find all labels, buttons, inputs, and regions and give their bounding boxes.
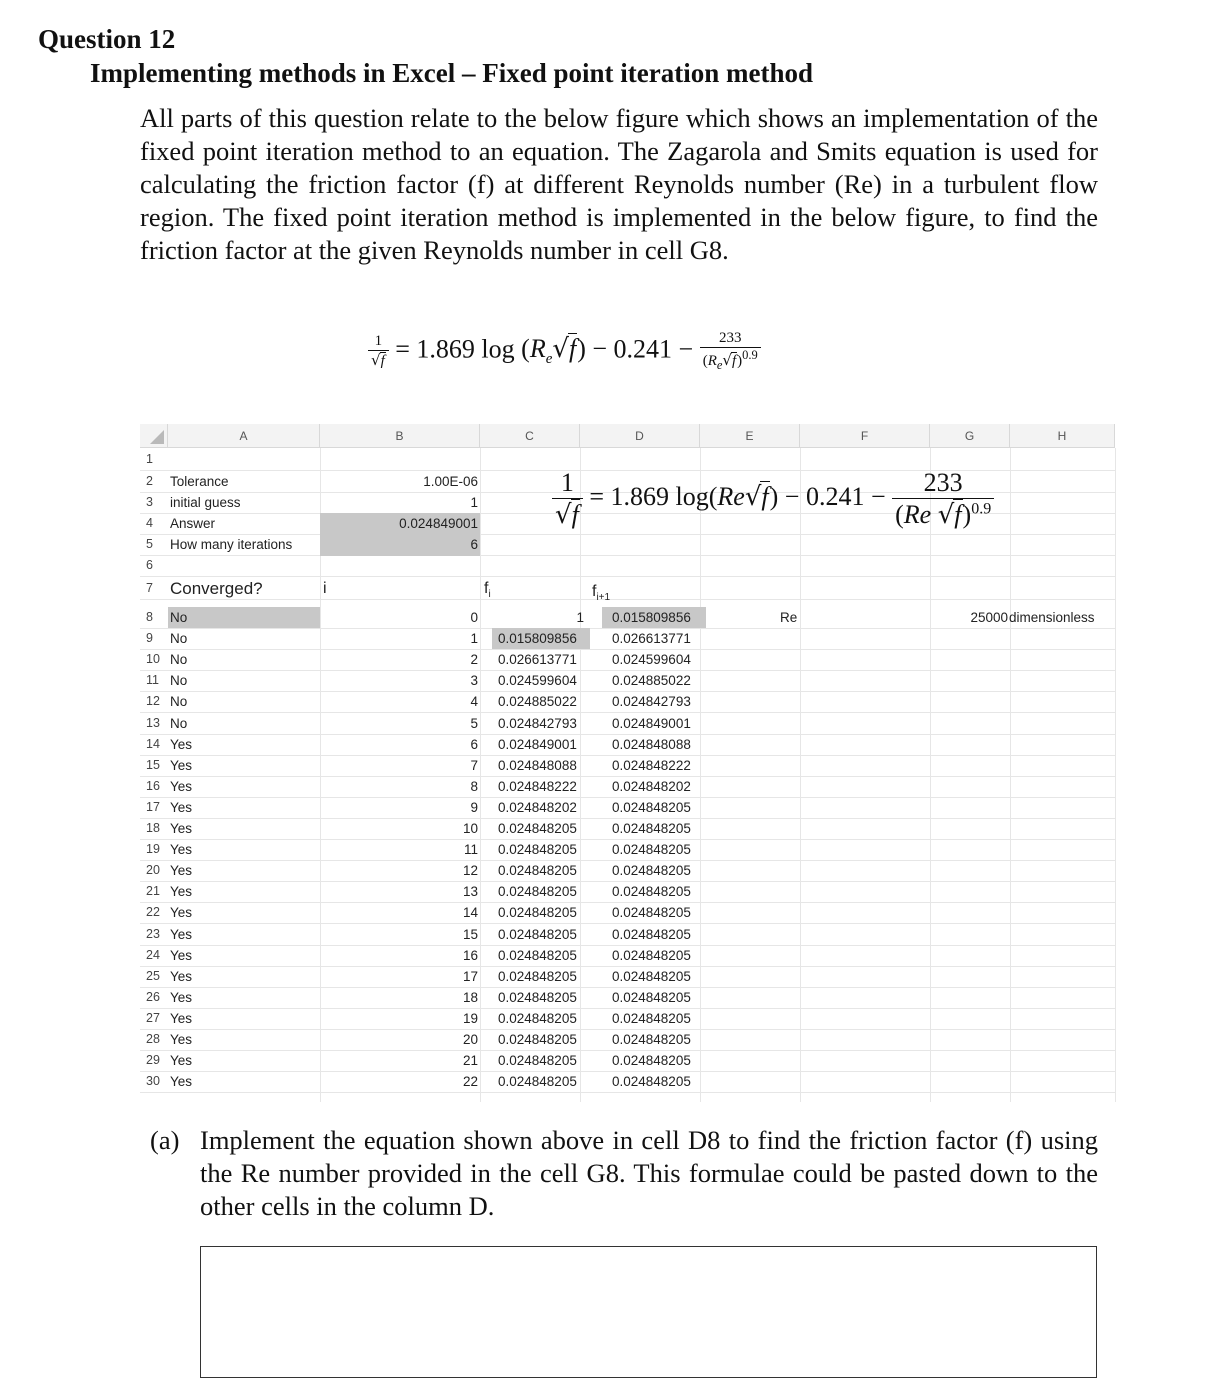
param-value[interactable]: 1.00E-06	[423, 474, 478, 489]
fi1-cell[interactable]: 0.024848205	[612, 799, 691, 815]
fi1-cell[interactable]: 0.024848205	[612, 842, 691, 858]
question-title: Implementing methods in Excel – Fixed point iteration method	[90, 58, 813, 88]
converged-cell[interactable]: No	[170, 715, 188, 731]
fi1-cell[interactable]: 0.024849001	[612, 715, 691, 731]
eq-exponent: 0.9	[742, 348, 758, 362]
param-label[interactable]: Answer	[170, 516, 216, 531]
sheet-eq-lhs-numerator: 1	[552, 468, 583, 499]
fi-cell[interactable]: 0.024848205	[498, 821, 577, 836]
row-header[interactable]: 22	[146, 905, 160, 920]
row-header[interactable]: 11	[146, 673, 159, 688]
fi1-cell[interactable]: 0.024848205	[612, 1074, 691, 1090]
row-header[interactable]: 30	[146, 1074, 160, 1089]
iteration-cell[interactable]: 2	[470, 652, 478, 668]
fi1-cell[interactable]: 0.024848205	[612, 863, 691, 879]
fi1-cell[interactable]: 0.024848205	[612, 884, 691, 900]
converged-cell[interactable]: Yes	[170, 736, 193, 752]
select-all-corner[interactable]	[140, 424, 168, 448]
iteration-cell[interactable]: 17	[462, 968, 478, 984]
i-header[interactable]: i	[323, 580, 327, 597]
fi-cell[interactable]: 0.024848205	[498, 884, 577, 900]
row-header[interactable]: 9	[146, 631, 153, 646]
iteration-cell[interactable]: 13	[462, 884, 478, 900]
fi-cell[interactable]: 0.024599604	[498, 673, 577, 689]
sheet-eq-numerator: 233	[892, 468, 994, 499]
converged-cell[interactable]: Yes	[170, 947, 193, 963]
fi1-cell[interactable]: 0.024848205	[612, 1032, 691, 1047]
re-value-cell[interactable]: 25000	[970, 610, 1008, 625]
part-a-label: (a)	[150, 1125, 180, 1155]
fi1-cell[interactable]: 0.024848205	[612, 905, 691, 921]
param-label[interactable]: How many iterations	[170, 537, 293, 552]
re-unit-cell[interactable]: dimensionless	[1009, 610, 1095, 625]
fi1-cell[interactable]: 0.024599604	[612, 652, 691, 668]
fi1-cell[interactable]: 0.024848205	[612, 968, 691, 984]
row-header[interactable]: 25	[146, 968, 160, 983]
row-header[interactable]: 18	[146, 821, 160, 835]
fi1-cell[interactable]: 0.024848205	[612, 1053, 691, 1069]
iteration-cell[interactable]: 10	[462, 821, 478, 836]
row-header[interactable]: 12	[146, 694, 160, 709]
converged-cell[interactable]: Yes	[170, 778, 193, 794]
fi-cell[interactable]: 0.024885022	[498, 694, 577, 710]
fi1-cell[interactable]: 0.024842793	[612, 694, 691, 710]
row-header[interactable]: 4	[146, 516, 153, 530]
sheet-eq-exponent: 0.9	[971, 500, 992, 518]
row-header[interactable]: 17	[146, 799, 160, 814]
fi-header[interactable]: $f_i$	[484, 580, 491, 601]
row-header[interactable]: 2	[146, 474, 153, 488]
fi-cell[interactable]: 0.024848205	[498, 989, 577, 1005]
row-header[interactable]: 19	[146, 842, 160, 857]
converged-cell[interactable]: Yes	[170, 926, 193, 942]
answer-box[interactable]	[200, 1246, 1097, 1378]
converged-cell[interactable]: No	[170, 631, 188, 647]
iteration-cell[interactable]: 7	[470, 757, 478, 773]
row-header[interactable]: 29	[146, 1053, 160, 1068]
iteration-cell[interactable]: 20	[462, 1032, 478, 1047]
fi-cell[interactable]: 0.024848205	[498, 926, 577, 942]
row-header[interactable]: 8	[146, 610, 153, 624]
row-header[interactable]: 3	[146, 495, 153, 509]
column-header-f[interactable]: F	[800, 424, 930, 448]
spreadsheet	[140, 424, 1115, 1102]
param-value[interactable]: 0.024849001	[399, 516, 478, 531]
converged-cell[interactable]: Yes	[170, 1010, 193, 1026]
converged-cell[interactable]: Yes	[170, 1074, 193, 1090]
iteration-cell[interactable]: 3	[470, 673, 478, 689]
iteration-cell[interactable]: 0	[470, 610, 478, 625]
converged-cell[interactable]: Yes	[170, 905, 193, 921]
fi1-cell[interactable]: 0.024848205	[612, 989, 691, 1005]
param-value[interactable]: 1	[470, 495, 478, 510]
fi-cell[interactable]: 0.024848088	[498, 757, 577, 773]
part-a-text: Implement the equation shown above in cell D8 to find the friction factor (f) using the Re number provided in the cell G8. This formulae could be pasted down to the other cells in the column D.	[200, 1125, 1098, 1221]
converged-cell[interactable]: Yes	[170, 799, 193, 815]
converged-cell[interactable]: No	[170, 610, 188, 625]
row-header[interactable]: 13	[146, 715, 160, 730]
eq-log: log	[481, 334, 515, 364]
fi-cell[interactable]: 0.024848205	[498, 1074, 577, 1090]
fi-cell[interactable]: 1	[576, 610, 584, 625]
row-header[interactable]: 10	[146, 652, 160, 667]
converged-cell[interactable]: No	[170, 673, 188, 689]
fi1-cell[interactable]: 0.024848205	[612, 1010, 691, 1026]
equation-top: $\frac{1}{√f}$ = 1.869 $\log (R_e√f) - 0.241$ − $\frac{233}{(R_e√f)^{0.9}}$	[368, 330, 761, 373]
column-header-g[interactable]: G	[930, 424, 1010, 448]
fi1-cell[interactable]: 0.024848205	[612, 926, 691, 942]
column-header-a[interactable]: A	[168, 424, 320, 448]
converged-cell[interactable]: Yes	[170, 884, 193, 900]
fi-cell[interactable]: 0.024848205	[498, 947, 577, 963]
fi-cell[interactable]: 0.026613771	[498, 652, 577, 668]
fi1-cell[interactable]: 0.024848205	[612, 947, 691, 963]
eq-numerator-233: 233	[700, 330, 761, 348]
row-header[interactable]: 21	[146, 884, 160, 899]
question-intro	[140, 102, 1098, 267]
iteration-cell[interactable]: 11	[463, 842, 478, 858]
column-header-e[interactable]: E	[700, 424, 800, 448]
iteration-cell[interactable]: 15	[462, 926, 478, 942]
eq-lhs-numerator: 1	[368, 333, 389, 351]
converged-cell[interactable]: Yes	[170, 821, 193, 836]
sheet-equation: $\frac{1}{√f}$ = 1.869 log(Re√f) − 0.241 − $\frac{233}{(Re √f)^{0.9}}$	[552, 468, 994, 530]
converged-cell[interactable]: Yes	[170, 1032, 193, 1047]
fi-cell[interactable]: 0.024848205	[498, 1010, 577, 1026]
fi-cell[interactable]: 0.024848205	[498, 968, 577, 984]
converged-cell[interactable]: No	[170, 652, 188, 668]
iteration-cell[interactable]: 12	[462, 863, 478, 879]
converged-cell[interactable]: Yes	[170, 989, 193, 1005]
fi-cell[interactable]: 0.024848205	[498, 905, 577, 921]
fi-cell[interactable]: 0.024848222	[498, 778, 577, 794]
column-header-d[interactable]: D	[580, 424, 700, 448]
fi1-cell[interactable]: 0.024848088	[612, 736, 691, 752]
converged-cell[interactable]: Yes	[170, 863, 193, 879]
fi-cell[interactable]: 0.024848205	[498, 1032, 577, 1047]
fi-cell[interactable]: 0.024842793	[498, 715, 577, 731]
iteration-cell[interactable]: 19	[462, 1010, 478, 1026]
converged-cell[interactable]: Yes	[170, 1053, 193, 1069]
converged-cell[interactable]: Yes	[170, 757, 193, 773]
fi1-cell[interactable]: 0.024848202	[612, 778, 691, 794]
iteration-cell[interactable]: 16	[462, 947, 478, 963]
fi1-cell[interactable]: 0.024885022	[612, 673, 691, 689]
fi1-cell[interactable]: 0.015809856	[612, 610, 691, 625]
converged-header[interactable]: Converged?	[170, 579, 263, 598]
row-header[interactable]: 1	[146, 452, 153, 466]
row-header[interactable]: 23	[146, 926, 160, 941]
row-header[interactable]: 26	[146, 989, 160, 1004]
iteration-cell[interactable]: 18	[462, 989, 478, 1005]
fi1-cell[interactable]: 0.024848222	[612, 757, 691, 773]
fi1-cell[interactable]: 0.026613771	[612, 631, 691, 647]
param-label[interactable]: initial guess	[170, 495, 241, 510]
iteration-cell[interactable]: 14	[462, 905, 478, 921]
iteration-cell[interactable]: 22	[462, 1074, 478, 1090]
param-label[interactable]: Tolerance	[170, 474, 229, 489]
fi1-cell[interactable]: 0.024848205	[612, 821, 691, 836]
converged-cell[interactable]: No	[170, 694, 188, 710]
sheet-eq-coefficient: 1.869	[610, 481, 669, 511]
iteration-cell[interactable]: 9	[470, 799, 478, 815]
iteration-cell[interactable]: 1	[470, 631, 478, 647]
row-header[interactable]: 28	[146, 1032, 160, 1046]
sheet-eq-log: log	[675, 481, 709, 511]
converged-cell[interactable]: Yes	[170, 968, 193, 984]
row-header[interactable]: 16	[146, 778, 160, 793]
row-header[interactable]: 14	[146, 736, 160, 751]
column-header-h[interactable]: H	[1010, 424, 1115, 448]
row-header[interactable]: 24	[146, 947, 160, 962]
fi-cell[interactable]: 0.024848202	[498, 799, 577, 815]
iteration-cell[interactable]: 8	[470, 778, 478, 794]
row-header[interactable]: 7	[146, 581, 153, 595]
part-a	[150, 1124, 1098, 1223]
fi-cell[interactable]: 0.024848205	[498, 842, 577, 858]
fi1-header[interactable]: $f_{i+1}$	[592, 583, 611, 604]
re-label-cell[interactable]: Re	[780, 610, 798, 625]
converged-first-highlight	[168, 607, 320, 628]
fi-cell[interactable]: 0.024848205	[498, 863, 577, 879]
iteration-cell[interactable]: 4	[470, 694, 478, 710]
row-header[interactable]: 15	[146, 757, 160, 772]
param-value[interactable]: 6	[470, 537, 478, 552]
intro-text: All parts of this question relate to the below figure which shows an implementation of the fixed point iteration method to an equation. The Zagarola and Smits equation is used for calculating the friction factor (f) at different Reynolds number (Re) in a turbulent flow region. The fixed point iteration method is implemented in the below figure, to find the friction factor at the given Reynolds number in cell G8.	[140, 103, 1098, 265]
sheet-eq-constant: 0.241	[805, 481, 865, 511]
row-header[interactable]: 20	[146, 863, 160, 878]
converged-cell[interactable]: Yes	[170, 842, 193, 858]
iteration-cell[interactable]: 6	[470, 736, 478, 752]
fi-cell[interactable]: 0.024848205	[498, 1053, 577, 1069]
fi-cell[interactable]: 0.024849001	[498, 736, 577, 752]
row-header[interactable]: 27	[146, 1010, 160, 1025]
iteration-cell[interactable]: 5	[470, 715, 478, 731]
fi-cell[interactable]: 0.015809856	[498, 631, 577, 647]
question-number: Question 12	[38, 24, 176, 54]
eq-constant: 0.241	[613, 334, 673, 364]
row-header[interactable]: 5	[146, 537, 153, 551]
column-header-c[interactable]: C	[480, 424, 580, 448]
eq-coefficient: 1.869	[416, 334, 475, 364]
row-header[interactable]: 6	[146, 558, 153, 572]
iteration-cell[interactable]: 21	[462, 1053, 478, 1069]
column-header-b[interactable]: B	[320, 424, 480, 448]
